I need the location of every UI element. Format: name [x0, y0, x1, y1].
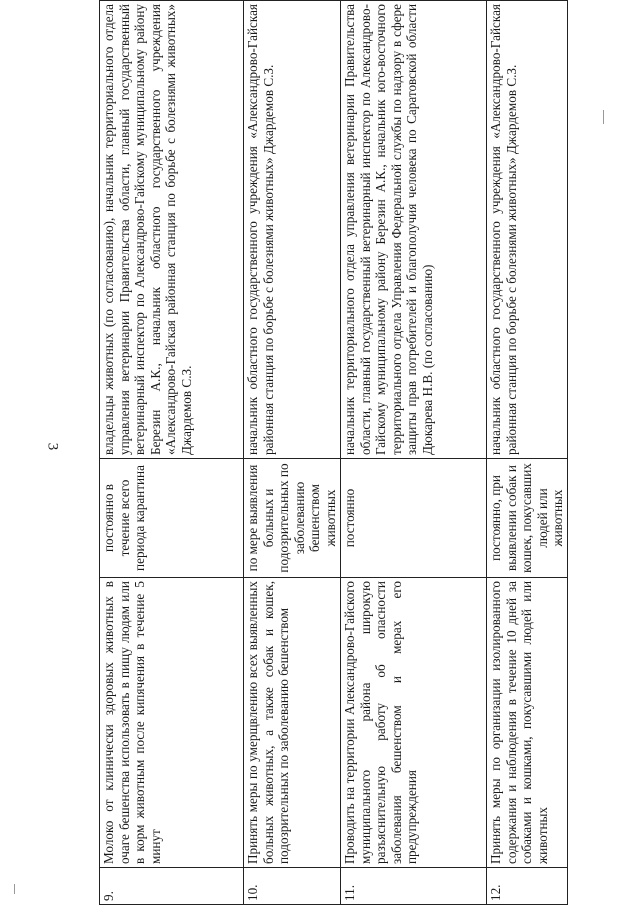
- action-cell: Молоко от клинически здоровых животных в очаге бешенства использовать в пищу людям или в корм животным после кипячения в течение 5 минут: [100, 578, 244, 868]
- page-number: 3: [44, 442, 61, 451]
- term-cell: постоянно в течение всего периода карантина: [100, 459, 244, 578]
- scan-mark: [603, 110, 604, 124]
- responsible-cell: начальник территориального отдела управления ветеринарии Правительства области, главный государственный ветеринарный инспектор по Александрово-Гайскому муниципальному району Березин А.К., начальник юго-восточного территориального отдела Управления Федеральной службы по надзору в сфере защиты прав потребителей и благополучия человека по Саратовской области Дюкарева Н.В. (по согласованию): [341, 1, 487, 459]
- responsible-cell: начальник областного государственного учреждения «Александрово-Гайская районная станция по борьбе с болезнями животных» Джардемов С.З.: [244, 1, 341, 459]
- row-number: 11.: [341, 868, 487, 905]
- term-cell: по мере выявления больных и подозрительных по заболеванию бешенством животных: [244, 459, 341, 578]
- table-row: [244, 1, 341, 905]
- responsible-cell: владельцы животных (по согласованию), начальник территориального отдела управления ветеринарии Правительства области, главный государственный ветеринарный инспектор по Александрово-Гайскому муниципальному району Березин А.К., начальник областного государственного учреждения «Александрово-Гайская районная станция по борьбе с болезнями животных» Джардемов С.З.: [100, 1, 244, 459]
- action-cell: Принять меры по организации изолированного содержания и наблюдения в течение 10 дней за собаками и кошками, покусавшими людей или животных: [487, 578, 568, 868]
- table-row: [100, 1, 244, 905]
- row-number: 12.: [487, 868, 568, 905]
- term-cell: постоянно, при выявлении собак и кошек, покусавших людей или животных: [487, 459, 568, 578]
- measures-table: [99, 0, 568, 905]
- responsible-cell: начальник областного государственного учреждения «Александрово-Гайская районная станция по борьбе с болезнями животных» Джардемов С.З.: [487, 1, 568, 459]
- row-number: 10.: [244, 868, 341, 905]
- table-row: [341, 1, 487, 905]
- action-cell: Проводить на территории Александрово-Гайского муниципального района широкую разъяснительную работу об опасности заболевания бешенством и мерах его предупреждения: [341, 578, 487, 868]
- row-number: 9.: [100, 868, 244, 905]
- table-row: [487, 1, 568, 905]
- rotated-table-area: [99, 0, 566, 905]
- scan-mark: [14, 884, 15, 894]
- action-cell: Принять меры по умерщвлению всех выявленных больных животных, а также собак и кошек, подозрительных по заболеванию бешенством: [244, 578, 341, 868]
- term-cell: постоянно: [341, 459, 487, 578]
